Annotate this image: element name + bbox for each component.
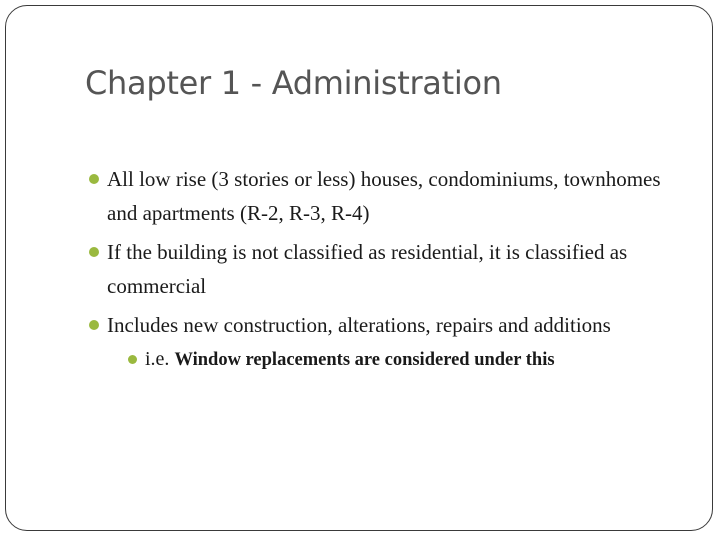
bullet-item [88, 235, 688, 303]
bullet-text: All low rise (3 stories or less) houses, condominiums, townhomes and apartments (R-2, R-3, R-4) [107, 167, 661, 225]
bullet-item [88, 308, 688, 375]
sub-bullet-prefix: i.e. [145, 348, 175, 370]
sub-bullet-item [127, 344, 688, 375]
bullet-dot-icon [89, 174, 99, 184]
bullet-dot-icon [89, 320, 99, 330]
slide-title: Chapter 1 - Administration [85, 64, 502, 102]
bullet-text: Includes new construction, alterations, repairs and additions [107, 313, 611, 337]
bullet-item [88, 162, 688, 230]
sub-bullet-bold-text: Window replacements are considered under this [174, 350, 555, 370]
bullet-text: If the building is not classified as residential, it is classified as commercial [107, 240, 628, 298]
slide-frame [5, 5, 713, 531]
sub-bullet-dot-icon [128, 355, 137, 364]
bullet-list [88, 162, 688, 380]
bullet-dot-icon [89, 247, 99, 257]
